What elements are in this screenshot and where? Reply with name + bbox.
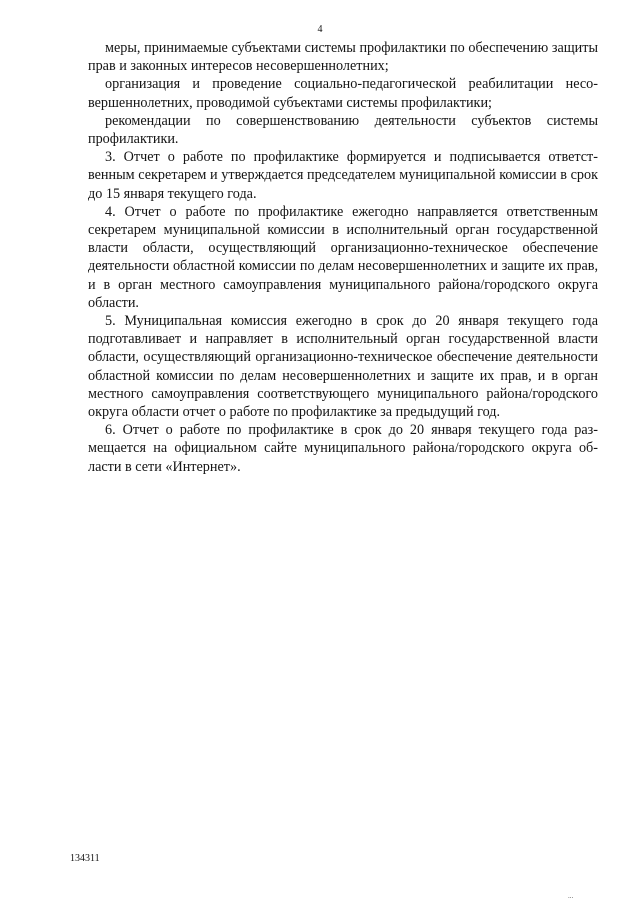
page-number: 4 xyxy=(317,24,323,35)
paragraph-item-3: 3. Отчет о работе по профилактике формируется и подписывается ответственным секретарем и утверждается председателем муниципальной комиссии в срок до 15 января текущего года. xyxy=(88,149,598,202)
corner-mark: ... xyxy=(568,892,574,900)
paragraph-item-6: 6. Отчет о работе по профилактике в срок до 20 января текущего года размещается на официальном сайте муниципального района/городского округа области в сети «Интернет». xyxy=(88,422,598,475)
paragraph-recommendations: рекомендации по совершенствованию деятельности субъектов системы профилактики. xyxy=(88,112,598,148)
paragraph-item-4: 4. Отчет о работе по профилактике ежегодно направляется ответственным секретарем муниципальной комиссии в исполнительный орган государственной власти области, осуществляющий организационно-техническое обеспечение деятельности областной комиссии по делам несовершеннолетних и защите их прав, и в орган местного самоуправления муниципального района/городского округа области. xyxy=(88,203,598,311)
paragraph-rehabilitation: организация и проведение социально-педагогической реабилитации несовершеннолетних, проводимой субъектами системы профилактики; xyxy=(88,76,598,111)
document-code: 134311 xyxy=(70,853,100,864)
paragraph-measures: меры, принимаемые субъектами системы профилактики по обеспечению защиты прав и законных интересов несовершеннолетних; xyxy=(88,40,598,75)
document-body xyxy=(88,39,598,476)
paragraph-item-5: 5. Муниципальная комиссия ежегодно в срок до 20 января текущего года подготавливает и направляет в исполнительный орган государственной власти области, осуществляющий организационно-техническое обеспечение деятельности областной комиссии по делам несовершеннолетних и защите их прав, и в орган местного самоуправления соответствующего муниципального района/городского округа области отчет о работе по профилактике за предыдущий год. xyxy=(88,313,598,421)
